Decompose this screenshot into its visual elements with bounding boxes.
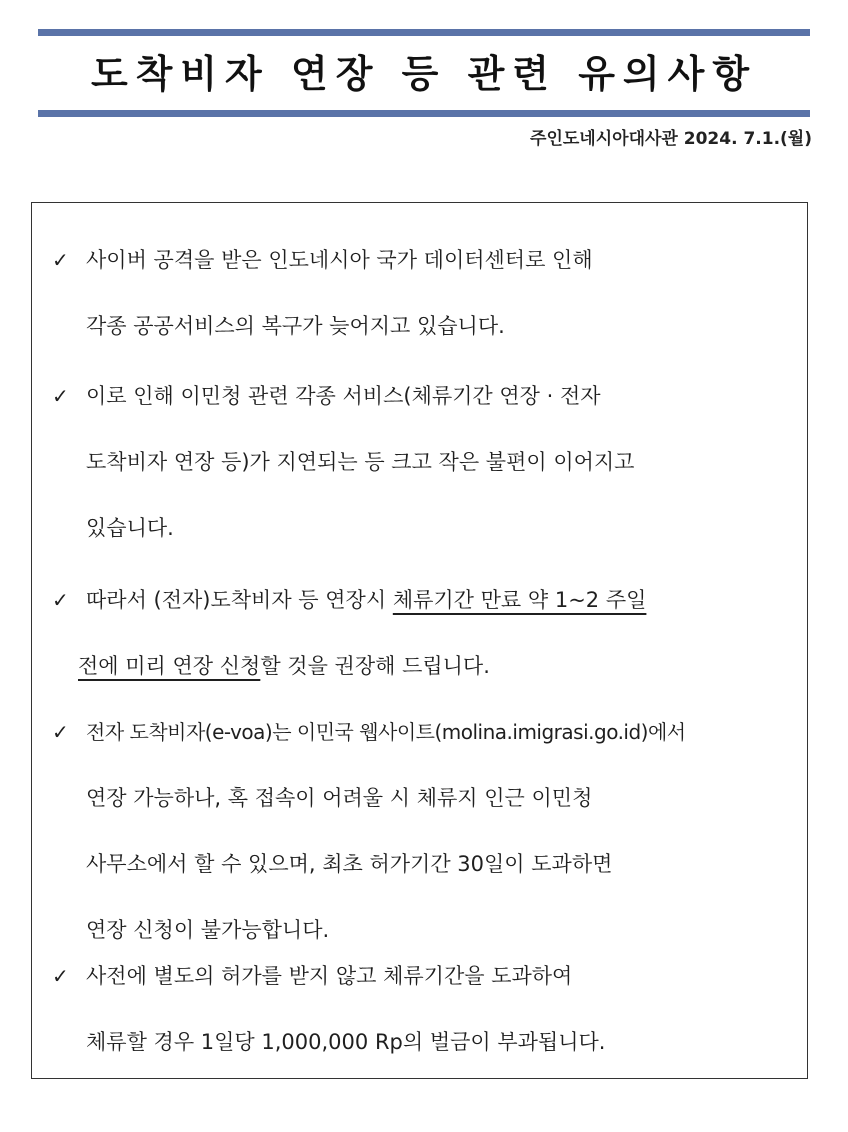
notice-item-1 — [52, 227, 797, 359]
notice-line: 도착비자 연장 등)가 지연되는 등 크고 작은 불편이 이어지고 — [86, 450, 635, 474]
notice-line: 연장 가능하나, 혹 접속이 어려울 시 체류지 인근 이민청 — [86, 786, 593, 810]
notice-line: 있습니다. — [86, 516, 174, 540]
notice-line: 각종 공공서비스의 복구가 늦어지고 있습니다. — [86, 314, 505, 338]
check-icon: ✓ — [52, 384, 69, 408]
page-title: 도착비자 연장 등 관련 유의사항 — [90, 52, 758, 96]
check-icon: ✓ — [52, 248, 69, 272]
notice-item-5 — [52, 943, 797, 1075]
issuer-name: 주인도네시아대사관 — [530, 129, 678, 149]
notice-line: 체류할 경우 1일당 1,000,000 Rp의 벌금이 부과됩니다. — [86, 1030, 606, 1054]
underlined-emphasis: 전에 미리 연장 신청 — [78, 654, 261, 678]
notice-line: 전자 도착비자(e-voa)는 이민국 웹사이트(molina.imigrasi.go.id)에서 — [86, 720, 686, 744]
underlined-emphasis: 체류기간 만료 약 1~2 주일 — [392, 588, 647, 612]
notice-item-4 — [52, 699, 797, 963]
check-icon: ✓ — [52, 720, 69, 744]
notice-text: 따라서 (전자)도착비자 등 연장시 — [86, 588, 393, 612]
header-top-rule — [38, 29, 810, 36]
notice-box — [31, 202, 808, 1079]
notice-line: 이로 인해 이민청 관련 각종 서비스(체류기간 연장 · 전자 — [86, 384, 601, 408]
notice-line: 사무소에서 할 수 있으며, 최초 허가기간 30일이 도과하면 — [86, 852, 613, 876]
notice-line: 연장 신청이 불가능합니다. — [86, 918, 330, 942]
header-bottom-rule — [38, 110, 810, 117]
notice-line — [86, 567, 797, 633]
notice-item-3 — [52, 567, 797, 699]
notice-line: 사이버 공격을 받은 인도네시아 국가 데이터센터로 인해 — [86, 248, 593, 272]
notice-text: 할 것을 권장해 드립니다. — [260, 654, 490, 678]
issue-date: 2024. 7.1.(월) — [683, 129, 812, 149]
notice-item-2 — [52, 363, 797, 561]
notice-line: 사전에 별도의 허가를 받지 않고 체류기간을 도과하여 — [86, 964, 573, 988]
notice-line — [78, 633, 797, 699]
check-icon: ✓ — [52, 964, 69, 988]
check-icon: ✓ — [52, 588, 69, 612]
issuer-line — [530, 124, 812, 149]
